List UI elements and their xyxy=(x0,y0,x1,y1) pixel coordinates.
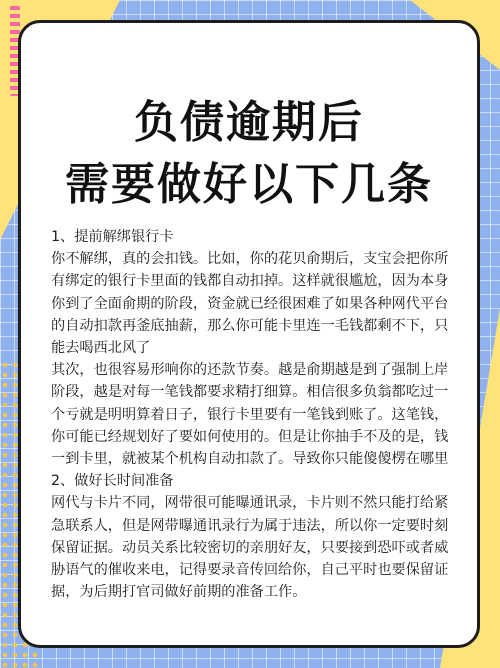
title-line-1: 负债逾期后 xyxy=(134,97,364,149)
paragraph: 其次，也很容易形响你的还款节奏。越是俞期越是到了强制上岸阶段，越是对每一笔钱都要求精打细算。相信很多负翁都吃过一个亏就是明明算着日子，银行卡里要有一笔钱到账了。这笔钱，你可能已经规划好了要如何使用的。但是让你抽手不及的是，钱一到卡里，就被某个机构自动扣款了。导致你只能傻傻楞在哪里 xyxy=(51,362,449,468)
section-heading: 2、做好长时间准备 xyxy=(51,473,174,490)
article-body xyxy=(51,226,449,603)
paragraph: 网代与卡片不同，网带很可能曝通讯录，卡片则不然只能打给紧急联系人，但是网带曝通讯录行为属于违法，所以你一定要时刻保留证据。动员关系比较密切的亲朋好友，只要接到恐吓或者威胁语气的催收来电，记得要录音传回给你，自己平时也要保留证据，为后期打官司做好前期的准备工作。 xyxy=(51,495,449,601)
paragraph: 你不解绑，真的会扣钱。比如，你的花贝俞期后，支宝会把你所有绑定的银行卡里面的钱都自动扣掉。这样就很尴尬，因为本身你到了全面俞期的阶段，资金就已经很困难了如果各种网代平台的自动扣款再釜底抽薪，那么你可能卡里连一毛钱都剩不下，只能去喝西北风了 xyxy=(51,251,449,357)
page-title xyxy=(21,92,477,216)
section-heading: 1、提前解绑银行卡 xyxy=(51,229,174,245)
title-line-2: 需要做好以下几条 xyxy=(65,159,433,211)
content-card xyxy=(18,20,480,648)
